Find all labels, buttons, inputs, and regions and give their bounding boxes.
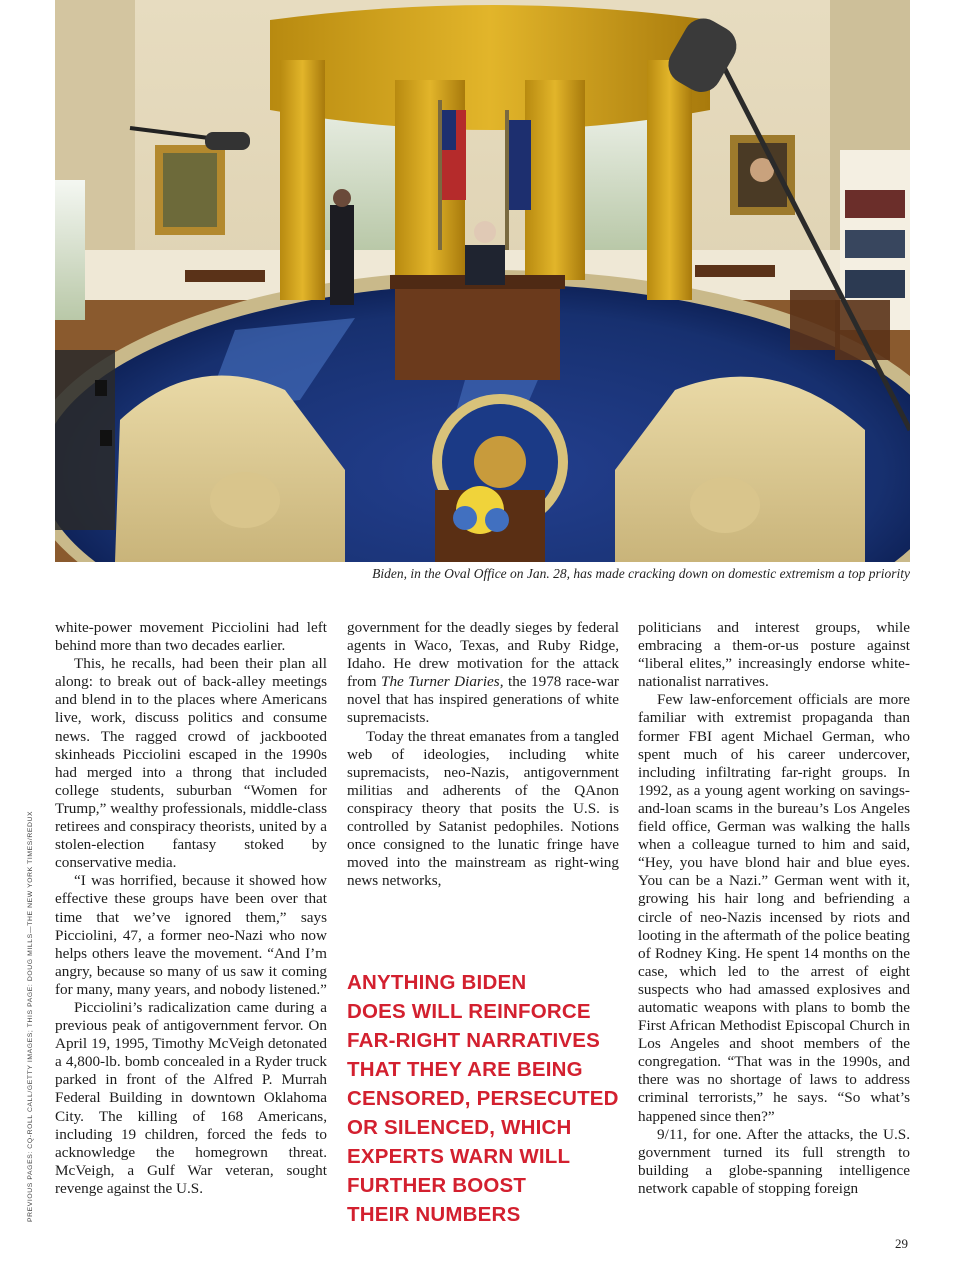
book-title: The Turner Diaries, <box>381 673 504 691</box>
pull-quote-line: CENSORED, PERSECUTED <box>347 1087 619 1110</box>
pull-quote-line: THEIR NUMBERS <box>347 1203 521 1226</box>
pull-quote <box>347 968 632 1229</box>
pull-quote-line: FAR-RIGHT NARRATIVES <box>347 1029 601 1052</box>
paragraph: Few law-enforcement officials are more familiar with extremist propaganda than former FBI agent Michael German, who spent much of his career undercover, including infiltrating far-right groups. In 1992, as a young agent working on savings-and-loan scams in the bureau’s Los Angeles field office, German was walking the halls when a colleague turned to him and said, “Hey, you have blond hair and blue eyes. You can be a Nazi.” German went with it, growing his hair long and befriending a circle of neo-Nazis incensed by riots and looting in the aftermath of the police beating of Rodney King. He spent 14 months on the case, which led to the arrest of eight suspects who had amassed explosives and automatic weapons with plans to bomb the First African Methodist Episcopal Church in Los Angeles and shoot members of the congregation. “That was in the 1990s, and there was no shortage of laws to address criminal terrorists,” he says. “So what’s happened since then?” <box>638 691 910 1125</box>
page-number: 29 <box>895 1236 908 1251</box>
paragraph-text: government for the deadly sieges by federal agents in Waco, Texas, and Ruby Ridge, Idaho. He drew motivation for the attack from <box>347 619 619 691</box>
pull-quote-line: EXPERTS WARN WILL <box>347 1145 571 1168</box>
photo-caption: Biden, in the Oval Office on Jan. 28, has made cracking down on domestic extremism a top priority <box>372 566 910 581</box>
paragraph: Today the threat emanates from a tangled web of ideologies, including white supremacists, neo-Nazis, antigovernment militias and adherents of the QAnon conspiracy theory that posits the U.S. is controlled by Satanist pedophiles. Notions once consigned to the lunatic fringe have moved into the mainstream as right-wing news networks, <box>347 727 619 890</box>
oval-office-photo <box>55 0 910 562</box>
article-column-1 <box>55 619 327 1198</box>
paragraph: Picciolini’s radicalization came during a previous peak of antigovernment fervor. On April 19, 1995, Timothy McVeigh detonated a 4,800-lb. bomb concealed in a Ryder truck parked in front of the Alfred P. Murrah Federal Building in downtown Oklahoma City. The killing of 168 Americans, including 19 children, forced the feds to acknowledge the homegrown threat. McVeigh, a Gulf War veteran, sought revenge against the U.S. <box>55 998 327 1197</box>
paragraph-text: the 1978 race-war novel that has inspired generations of white supremacists. <box>347 673 619 727</box>
paragraph: white-power movement Picciolini had left behind more than two decades earlier. <box>55 619 327 655</box>
paragraph <box>347 619 619 728</box>
photo-credit: PREVIOUS PAGES: CQ-ROLL CALL/GETTY IMAGES; THIS PAGE: DOUG MILLS—THE NEW YORK TIMES/REDUX <box>27 810 34 1222</box>
paragraph: “I was horrified, because it showed how effective these groups have been over that time that we’ve ignored them,” says Picciolini, 47, a former neo-Nazi who now helps others leave the movement. “And I’m angry, because so many of us saw it coming for many, many years, and nobody listened.” <box>55 872 327 998</box>
pull-quote-line: OR SILENCED, WHICH <box>347 1116 572 1139</box>
paragraph: 9/11, for one. After the attacks, the U.S. government turned its full strength to building a globe-spanning intelligence network capable of stopping foreign <box>638 1125 910 1197</box>
pull-quote-line: FURTHER BOOST <box>347 1174 527 1197</box>
paragraph: politicians and interest groups, while embracing a them-or-us posture against “liberal elites,” increasingly endorse white-nationalist narratives. <box>638 619 910 691</box>
pull-quote-line: DOES WILL REINFORCE <box>347 1000 591 1023</box>
paragraph: This, he recalls, had been their plan all along: to break out of back-alley meetings and blend in to the places where Americans live, work, discuss politics and consume news. The ragged crowd of jackbooted skinheads Picciolini escaped in the 1990s had merged into a throng that included college students, suburban “Women for Trump,” wealthy professionals, middle-class retirees and conspiracy theorists, united by a stolen-election fantasy stoked by conservative media. <box>55 655 327 872</box>
pull-quote-line: ANYTHING BIDEN <box>347 971 527 994</box>
article-column-3 <box>638 619 910 1198</box>
pull-quote-line: THAT THEY ARE BEING <box>347 1058 583 1081</box>
article-column-2 <box>347 619 619 890</box>
